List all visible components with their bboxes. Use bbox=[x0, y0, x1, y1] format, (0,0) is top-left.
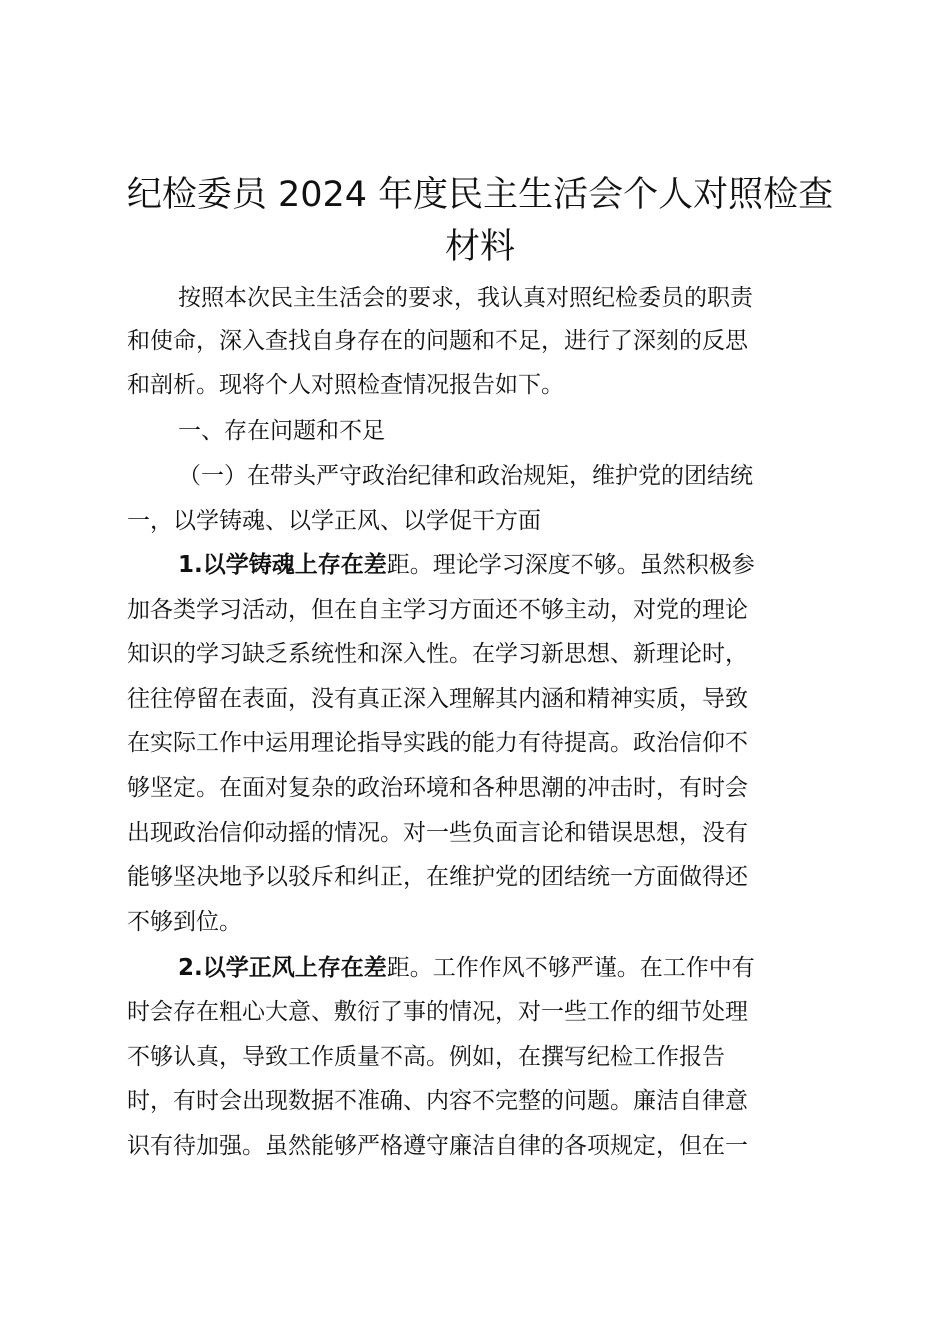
item-2-text: 距。工作作风不够严谨。在工作中有 bbox=[386, 955, 755, 981]
paragraph-line: 能够坚决地予以驳斥和纠正，在维护党的团结统一方面做得还 bbox=[127, 864, 748, 890]
document-title-line-2: 材料 bbox=[444, 227, 515, 267]
paragraph-line: 知识的学习缺乏系统性和深入性。在学习新思想、新理论时， bbox=[127, 641, 748, 667]
paragraph-line: 时，有时会出现数据不准确、内容不完整的问题。廉洁自律意 bbox=[127, 1088, 748, 1114]
paragraph-line: 和使命，深入查找自身存在的问题和不足，进行了深刻的反思 bbox=[127, 328, 748, 354]
paragraph-line: 时会存在粗心大意、敷衍了事的情况，对一些工作的细节处理 bbox=[127, 999, 748, 1025]
paragraph-line: 往往停留在表面，没有真正深入理解其内涵和精神实质，导致 bbox=[127, 686, 748, 712]
section-heading: 一、存在问题和不足 bbox=[178, 418, 385, 444]
item-2-lead: 2.以学正风上存在差 bbox=[178, 955, 387, 981]
paragraph-line: 按照本次民主生活会的要求，我认真对照纪检委员的职责 bbox=[178, 285, 753, 311]
paragraph-line: 不够认真，导致工作质量不高。例如，在撰写纪检工作报告 bbox=[127, 1044, 725, 1070]
subsection-heading-line: 一，以学铸魂、以学正风、以学促干方面 bbox=[127, 508, 541, 534]
paragraph-line: 和剖析。现将个人对照检查情况报告如下。 bbox=[127, 372, 564, 398]
paragraph-line: 在实际工作中运用理论指导实践的能力有待提高。政治信仰不 bbox=[127, 730, 748, 756]
paragraph-line: 够坚定。在面对复杂的政治环境和各种思潮的冲击时，有时会 bbox=[127, 775, 748, 801]
paragraph-line: 出现政治信仰动摇的情况。对一些负面言论和错误思想，没有 bbox=[127, 820, 748, 846]
item-2-first-line bbox=[178, 953, 755, 983]
item-1-lead: 1.以学铸魂上存在差 bbox=[178, 552, 387, 578]
item-1-text: 距。理论学习深度不够。虽然积极参 bbox=[386, 552, 755, 578]
paragraph-line: 不够到位。 bbox=[127, 909, 242, 935]
document-title-line-1: 纪检委员 2024 年度民主生活会个人对照检查 bbox=[126, 175, 834, 215]
paragraph-line: 识有待加强。虽然能够严格遵守廉洁自律的各项规定，但在一 bbox=[127, 1133, 748, 1159]
subsection-heading-line: （一）在带头严守政治纪律和政治规矩，维护党的团结统 bbox=[178, 463, 753, 489]
paragraph-line: 加各类学习活动，但在自主学习方面还不够主动，对党的理论 bbox=[127, 597, 748, 623]
item-1-first-line bbox=[178, 550, 755, 580]
